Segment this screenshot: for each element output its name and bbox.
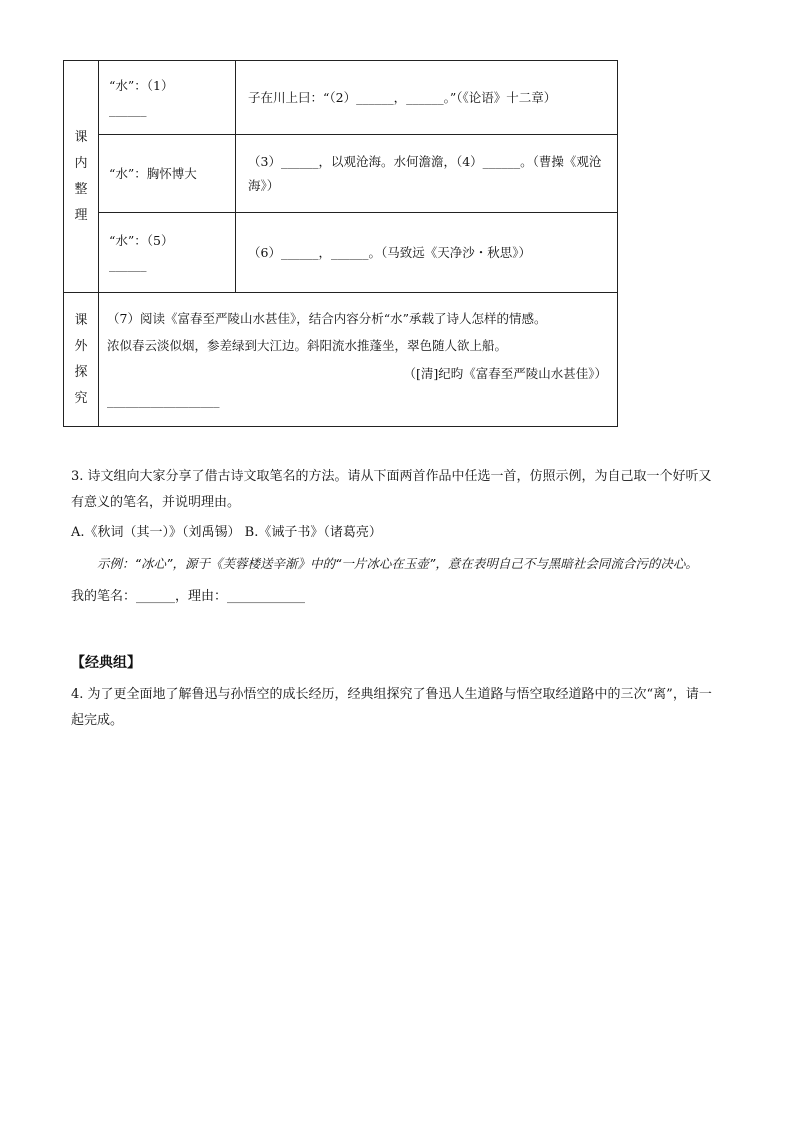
section-label-char: 外 bbox=[74, 338, 88, 354]
section-label-char: 究 bbox=[74, 390, 88, 406]
question-stem: 4. 为了更全面地了解鲁迅与孙悟空的成长经历，经典组探究了鲁迅人生道路与悟空取经道路中的三次“离”，请一起完成。 bbox=[71, 687, 712, 728]
section-label-char: 内 bbox=[74, 155, 88, 171]
extracurricular-cell bbox=[99, 293, 618, 427]
topic-blank: ______ bbox=[109, 256, 147, 272]
content-cell: 子在川上曰：“（2）______，______。”（《论语》十二章） bbox=[236, 61, 618, 135]
table-row bbox=[64, 135, 618, 213]
topic-text: “水”：（1） bbox=[109, 77, 174, 93]
content-cell: （6）______，______。（马致远《天净沙・秋思》） bbox=[236, 213, 618, 293]
water-theme-table bbox=[63, 60, 618, 427]
question-stem: 3. 诗文组向大家分享了借古诗文取笔名的方法。请从下面两首作品中任选一首，仿照示例，为自己取一个好听又有意义的笔名，并说明理由。 bbox=[71, 469, 712, 510]
section-label-char: 探 bbox=[74, 364, 88, 380]
table-row bbox=[64, 61, 618, 135]
question-3 bbox=[71, 464, 721, 610]
section-label-char: 理 bbox=[74, 207, 88, 223]
topic-blank: ______ bbox=[109, 101, 147, 117]
answer-line: 我的笔名：______，理由：____________ bbox=[71, 589, 306, 604]
topic-cell bbox=[99, 135, 236, 213]
section-label-in-class bbox=[64, 61, 99, 293]
extracurricular-prompt: （7）阅读《富春至严陵山水甚佳》，结合内容分析“水”承载了诗人怎样的情感。 bbox=[107, 310, 547, 326]
example-text: 示例：“冰心”，源于《芙蓉楼送辛渐》中的“一片冰心在玉壶”，意在表明自己不与黑暗社会同流合污的决心。 bbox=[97, 556, 698, 571]
topic-text: “水”：（5） bbox=[109, 232, 174, 248]
group-heading: 【经典组】 bbox=[71, 655, 141, 671]
section-label-char: 整 bbox=[74, 181, 88, 197]
section-label-extracurricular bbox=[64, 293, 99, 427]
question-4 bbox=[71, 682, 721, 734]
topic-text: “水”：胸怀博大 bbox=[109, 165, 197, 181]
table-row bbox=[64, 293, 618, 427]
section-label-char: 课 bbox=[74, 312, 88, 328]
section-label-char: 课 bbox=[74, 129, 88, 145]
topic-cell bbox=[99, 61, 236, 135]
content-cell: （3）______，以观沧海。水何澹澹，（4）______。（曹操《观沧海》） bbox=[236, 135, 618, 213]
poem-source: （[清]纪昀《富春至严陵山水甚佳》） bbox=[403, 365, 607, 381]
table-row bbox=[64, 213, 618, 293]
topic-cell bbox=[99, 213, 236, 293]
answer-blank: __________________ bbox=[107, 393, 220, 408]
poem-text: 浓似春云淡似烟，参差绿到大江边。斜阳流水推蓬坐，翠色随人欲上船。 bbox=[107, 338, 508, 353]
question-options: A.《秋词（其一）》（刘禹锡） B.《诫子书》（诸葛亮） bbox=[71, 525, 382, 540]
